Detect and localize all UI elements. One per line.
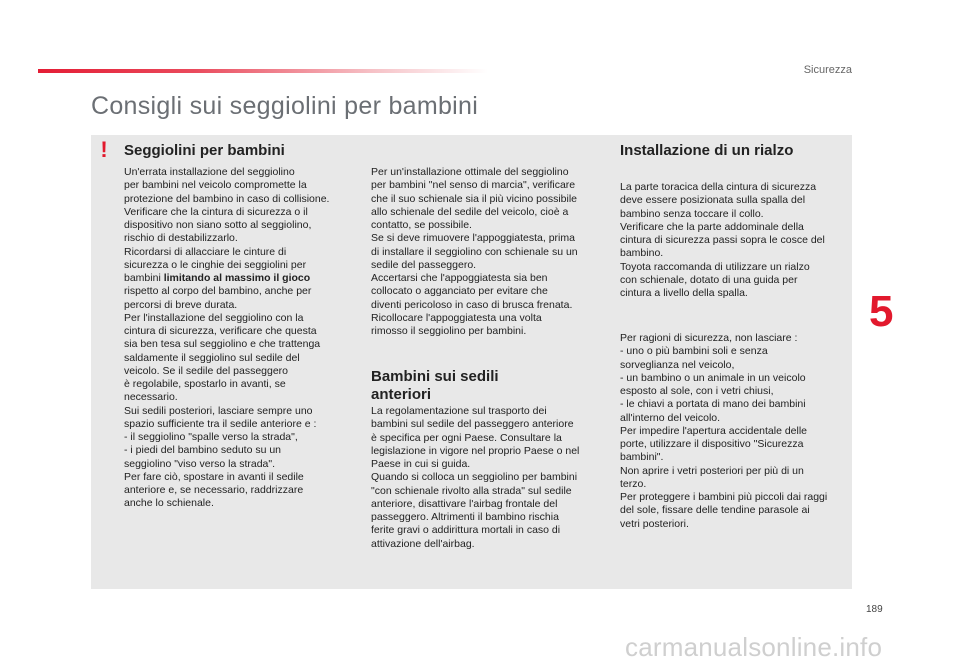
col2-text: Per un'installazione ottimale del seggiolino per bambini "nel senso di marcia", verificare che il suo schienale sia il più vicino possibile allo schienale del sedile del veicolo, cioè a contatto, se possibile. Se si deve rimuovere l'appoggiatesta, prima di installare il seggiolino con schienale su un sedile del passeggero. Accertarsi che l'appoggiatesta sia ben collocato o agganciato per evitare che diventi pericoloso in caso di brusca frenata. Ricollocare l'appoggiatesta una volta rimosso il seggiolino per bambini. (371, 166, 578, 337)
watermark-text: carmanualsonline.info (625, 632, 883, 662)
heading-seggiolini: Seggiolini per bambini (124, 142, 285, 159)
col1-text-a: Un'errata installazione del seggiolino per bambini nel veicolo compromette la protezione del bambino in caso di collisione. Verificare che la cintura di sicurezza o il dispositivo non siano sotto al seggiolino, rischio di destabilizzarlo. Ricordarsi di allacciare le cinture di sicurezza o le cinghie dei seggiolini per bambini (124, 166, 330, 284)
chapter-number: 5 (869, 287, 894, 336)
col1-text-b: rispetto al corpo del bambino, anche per percorsi di breve durata. Per l'installazione del seggiolino con la cintura di sicurezza, verificare che questa sia ben tesa sul seggiolino e che trattenga saldamente il seggiolino sul sedile del veicolo. Se il sedile del passeggero è regolabile, spostarlo in avanti, se necessario. Sui sedili posteriori, lasciare sempre uno spazio sufficiente tra il sedile anteriore e : - il seggiolino "spalle verso la strada", - i piedi del bambino seduto su un seggiolino "viso verso la strada". Per fare ciò, spostare in avanti il sedile anteriore e, se necessario, raddrizzare anche lo schienale. (124, 285, 321, 510)
col2-text2: La regolamentazione sul trasporto dei bambini sul sedile del passeggero anteriore è specifica per ogni Paese. Consultare la legislazione in vigore nel proprio Paese o nel Paese in cui si guida. Quando si colloca un seggiolino per bambini "con schienale rivolto alla strada" sul sedile anteriore, disattivare l'airbag frontale del passeggero. Altrimenti il bambino rischia ferite gravi o addirittura mortali in caso di attivazione dell'airbag. (371, 405, 580, 550)
section-label: Sicurezza (803, 64, 852, 76)
heading-rialzo: Installazione di un rialzo (620, 142, 794, 159)
col3-text: La parte toracica della cintura di sicurezza deve essere posizionata sulla spalla del bambino senza toccare il collo. Verificare che la parte addominale della cintura di sicurezza passi sopra le cosce del bambino. Toyota raccomanda di utilizzare un rialzo con schienale, dotato di una guida per cintura a livello della spalla. (620, 181, 825, 299)
page-title: Consigli sui seggiolini per bambini (91, 92, 479, 120)
header-accent-bar (38, 69, 488, 73)
col1-text (124, 166, 354, 511)
warning-icon: ! (100, 137, 108, 162)
col1-text-bold: limitando al massimo il gioco (163, 272, 311, 284)
col3-text2: Per ragioni di sicurezza, non lasciare : - uno o più bambini soli e senza sorveglianza nel veicolo, - un bambino o un animale in un veicolo esposto al sole, con i vetri chiusi, - le chiavi a portata di mano dei bambini all'interno del veicolo. Per impedire l'apertura accidentale delle porte, utilizzare il dispositivo "Sicurezza bambini". Non aprire i vetri posteriori per più di un terzo. Per proteggere i bambini più piccoli dai raggi del sole, fissare delle tendine parasole ai vetri posteriori. (620, 332, 828, 530)
page-number: 189 (866, 604, 883, 615)
heading-bambini-sedili: Bambini sui sedili anteriori (371, 368, 499, 403)
